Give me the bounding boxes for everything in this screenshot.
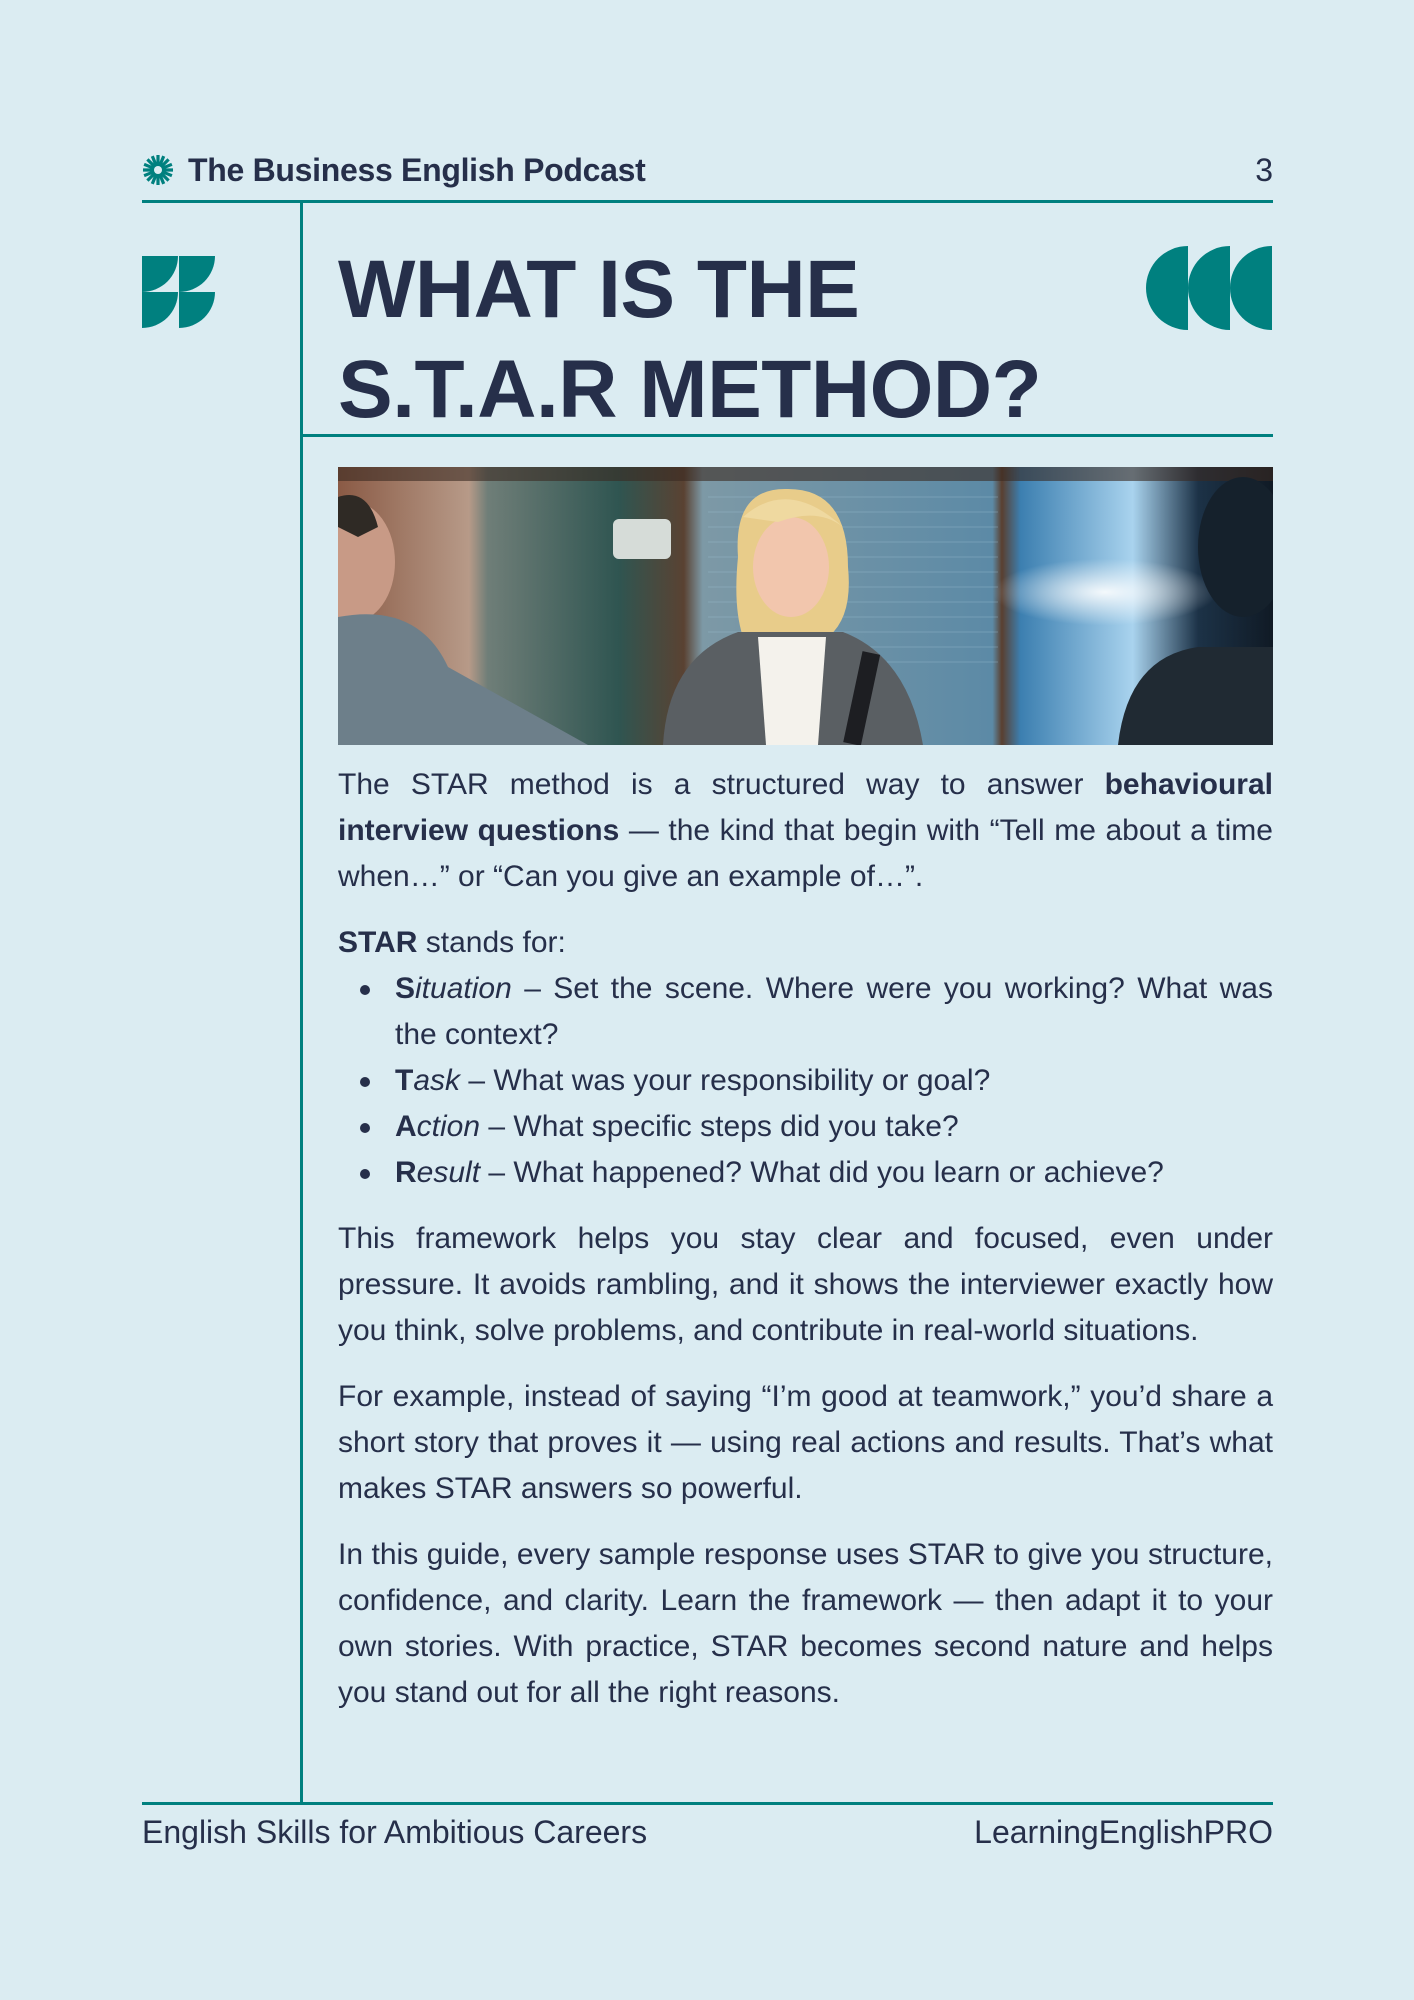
title-line-2: S.T.A.R METHOD? bbox=[338, 344, 1042, 435]
star-item-task: Task – What was your responsibility or goal? bbox=[338, 1058, 1273, 1104]
star-item-situation: Situation – Set the scene. Where were you working? What was the context? bbox=[338, 966, 1273, 1058]
framework-paragraph: This framework helps you stay clear and focused, even under pressure. It avoids rambling, and it shows the interviewer exactly how you think, solve problems, and contribute in real-world situations. bbox=[338, 1222, 1273, 1347]
vertical-divider bbox=[300, 200, 303, 1805]
header-left bbox=[142, 152, 646, 189]
star-item-result: Result – What happened? What did you learn or achieve? bbox=[338, 1150, 1273, 1196]
footer-divider bbox=[142, 1802, 1273, 1805]
footer-tagline: English Skills for Ambitious Careers bbox=[142, 1814, 648, 1850]
intro-bold: behavioural interview questions bbox=[338, 768, 1273, 847]
quarter-circles-icon bbox=[142, 256, 216, 328]
article-body bbox=[338, 762, 1273, 1736]
title-line-1: WHAT IS THE bbox=[338, 244, 860, 335]
half-circles-icon bbox=[1146, 246, 1273, 330]
intro-paragraph: The STAR method is a structured way to answer behavioural interview questions — the kind that begin with “Tell me about a time when…” or “Can you give an example of…”. bbox=[338, 768, 1273, 893]
example-paragraph: For example, instead of saying “I’m good at teamwork,” you’d share a short story that proves it — using real actions and results. That’s what makes STAR answers so powerful. bbox=[338, 1380, 1273, 1505]
header-divider bbox=[142, 200, 1273, 203]
stands-for-heading: STAR stands for: bbox=[338, 926, 566, 959]
page-header bbox=[142, 140, 1273, 200]
star-list bbox=[338, 966, 1273, 1196]
page-number: 3 bbox=[1255, 151, 1273, 188]
asterisk-star-icon bbox=[142, 154, 174, 186]
interview-photo bbox=[338, 467, 1273, 745]
page-footer bbox=[142, 1814, 1273, 1851]
page-title bbox=[338, 240, 1138, 440]
podcast-title: The Business English Podcast bbox=[188, 151, 646, 188]
guide-paragraph: In this guide, every sample response uses STAR to give you structure, confidence, and clarity. Learn the framework — then adapt it to your own stories. With practice, STAR becomes second nature and helps you stand out for all the right reasons. bbox=[338, 1538, 1273, 1709]
footer-brand: LearningEnglishPRO bbox=[974, 1814, 1273, 1850]
star-item-action: Action – What specific steps did you take? bbox=[338, 1104, 1273, 1150]
